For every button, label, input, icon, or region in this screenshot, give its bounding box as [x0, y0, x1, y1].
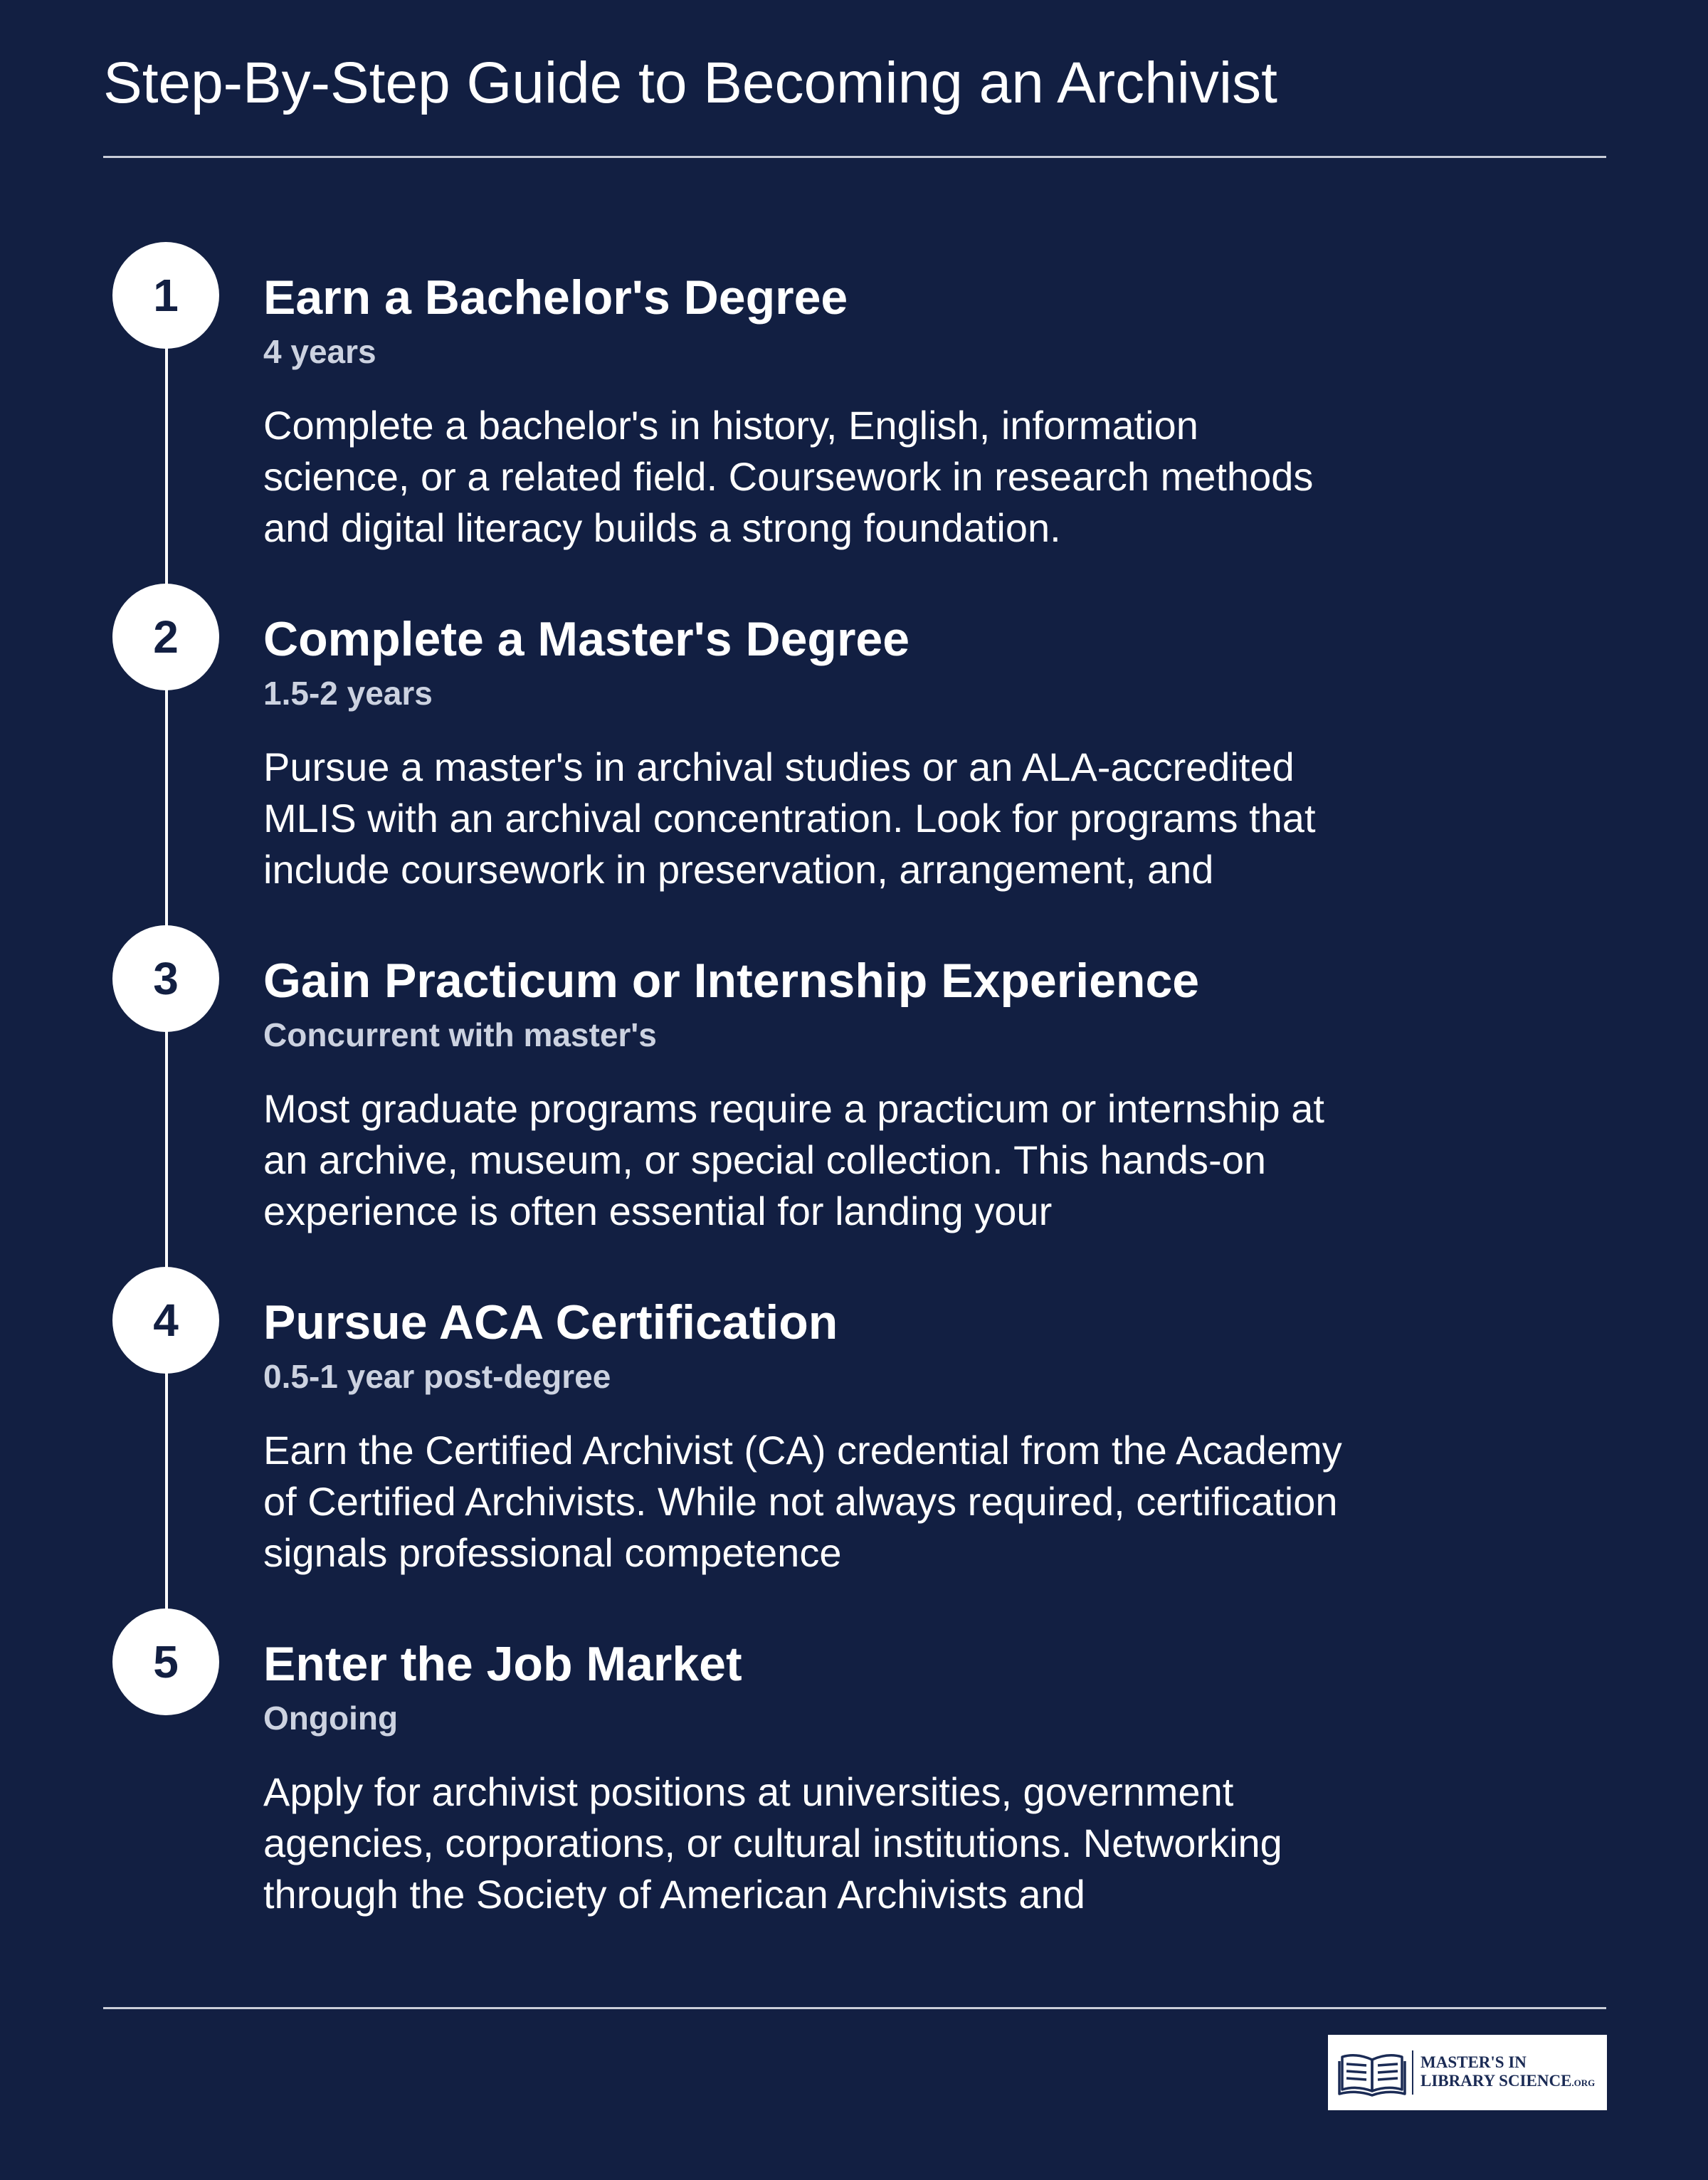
open-book-icon: [1338, 2047, 1406, 2098]
step-number-badge: 5: [112, 1608, 219, 1715]
step-3: [0, 925, 1708, 1267]
step-duration: Concurrent with master's: [263, 1016, 657, 1053]
step-4: [0, 1267, 1708, 1608]
step-number-badge: 3: [112, 925, 219, 1032]
step-duration: 1.5-2 years: [263, 675, 433, 712]
logo-divider: [1412, 2050, 1413, 2095]
page-title: Step-By-Step Guide to Becoming an Archivist: [103, 51, 1277, 115]
logo-suffix: .ORG: [1571, 2077, 1596, 2088]
logo-line-2: [1420, 2072, 1595, 2092]
step-number-badge: 4: [112, 1267, 219, 1374]
step-description: Complete a bachelor's in history, English, information science, or a related field. Coursework in research methods and digital literacy builds a strong foundation.: [263, 403, 1314, 550]
step-description: Pursue a master's in archival studies or an ALA-accredited MLIS with an archival concentration. Look for programs that include coursework in preservation, arrangement, and: [263, 744, 1316, 892]
logo-wordmark: [1420, 2053, 1595, 2092]
site-logo[interactable]: [1328, 2035, 1607, 2110]
step-description: Earn the Certified Archivist (CA) credential from the Academy of Certified Archivists. While not always required, certification signals professional competence: [263, 1428, 1342, 1575]
step-duration: 0.5-1 year post-degree: [263, 1358, 611, 1395]
step-duration: 4 years: [263, 333, 376, 370]
step-heading: Enter the Job Market: [263, 1637, 742, 1691]
step-1: [0, 242, 1708, 584]
step-heading: Gain Practicum or Internship Experience: [263, 954, 1200, 1008]
step-heading: Pursue ACA Certification: [263, 1295, 838, 1349]
logo-line-1: MASTER'S IN: [1420, 2053, 1527, 2071]
step-number-badge: 1: [112, 242, 219, 349]
logo-line-2-text: LIBRARY SCIENCE: [1420, 2071, 1572, 2090]
step-description: Apply for archivist positions at universities, government agencies, corporations, or cultural institutions. Networking through the Society of American Archivists and: [263, 1769, 1282, 1917]
footer-divider: [103, 2007, 1606, 2009]
step-heading: Earn a Bachelor's Degree: [263, 270, 848, 325]
step-number-badge: 2: [112, 584, 219, 690]
title-divider: [103, 156, 1606, 158]
step-description: Most graduate programs require a practicum or internship at an archive, museum, or special collection. This hands-on experience is often essential for landing your: [263, 1086, 1324, 1233]
step-heading: Complete a Master's Degree: [263, 612, 910, 666]
step-duration: Ongoing: [263, 1700, 399, 1737]
step-2: [0, 584, 1708, 925]
step-5: [0, 1608, 1708, 1950]
